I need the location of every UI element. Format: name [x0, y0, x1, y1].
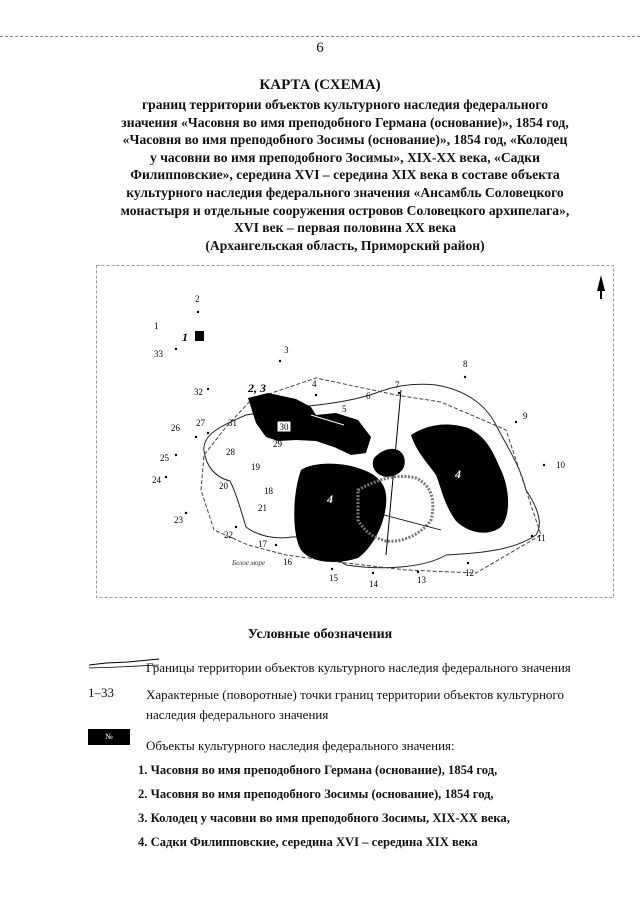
- subtitle-line: Филипповские», середина XVI – середина XIX века в составе объекта: [130, 167, 560, 183]
- subtitle-line: XVI век – первая половина XX века: [233, 220, 456, 236]
- boundary-point-dot: [464, 376, 466, 378]
- object-list-item: 2. Часовня во имя преподобного Зосимы (основание), 1854 год,: [138, 787, 494, 801]
- page-number: 6: [316, 40, 324, 56]
- sea-label: Белое море: [232, 559, 266, 567]
- pond-object-2-3: [248, 393, 371, 455]
- object-mark: 2, 3: [248, 381, 266, 395]
- subtitle-line: (Архангельская область, Приморский район): [205, 237, 485, 253]
- point-label: 19: [251, 462, 260, 472]
- page-title: КАРТА (СХЕМА): [259, 77, 381, 93]
- point-label: 25: [160, 453, 169, 463]
- object-mark: 1: [182, 330, 188, 344]
- scan-top-border: [0, 36, 640, 37]
- boundary-point-dot: [279, 360, 281, 362]
- boundary-point-dot: [207, 432, 209, 434]
- point-label: 13: [417, 575, 426, 585]
- boundary-point-dot: [175, 348, 177, 350]
- legend-object-symbol: №: [88, 729, 130, 745]
- legend-objects-heading: Объекты культурного наследия федерального значения:: [146, 738, 455, 753]
- point-label: 32: [194, 387, 203, 397]
- object-mark: 4: [455, 467, 461, 481]
- point-label: 27: [196, 418, 205, 428]
- boundary-point-dot: [531, 535, 533, 537]
- boundary-point-dot: [315, 394, 317, 396]
- point-label: 1: [154, 321, 159, 331]
- boundary-point-dot: [398, 392, 400, 394]
- point-label: 29: [273, 439, 282, 449]
- boundary-point-dot: [197, 311, 199, 313]
- point-label: 26: [171, 423, 180, 433]
- point-label: 7: [395, 380, 400, 390]
- subtitle-line: значения «Часовня во имя преподобного Германа (основание)», 1854 год,: [121, 114, 569, 130]
- point-label: 11: [537, 533, 546, 543]
- boundary-point-dot: [372, 572, 374, 574]
- boundary-point-dot: [207, 388, 209, 390]
- point-label: 23: [174, 515, 183, 525]
- point-label: 28: [226, 447, 235, 457]
- point-label: 3: [284, 345, 289, 355]
- point-label: 4: [312, 379, 317, 389]
- boundary-point-dot: [331, 568, 333, 570]
- subtitle-line: «Часовня во имя преподобного Зосимы (основание)», 1854 год, «Колодец: [122, 132, 568, 148]
- boundary-point-dot: [165, 476, 167, 478]
- object-list-item: 4. Садки Филипповские, середина XVI – середина XIX века: [138, 835, 478, 849]
- subtitle-line: границ территории объектов культурного наследия федерального: [142, 97, 548, 112]
- north-arrow-icon: [597, 275, 605, 299]
- pond-small: [373, 449, 405, 477]
- point-label: 6: [366, 391, 371, 401]
- boundary-point-dot: [185, 512, 187, 514]
- territory-map: [96, 265, 614, 598]
- subtitle-line: монастыря и отдельные сооружения островов Соловецкого архипелага»,: [120, 202, 570, 218]
- object-mark: 4: [327, 492, 333, 506]
- point-label: 15: [329, 573, 338, 583]
- legend-boundary-text: Границы территории объектов культурного наследия федерального значения: [146, 660, 571, 675]
- boundary-point-dot: [195, 436, 197, 438]
- pond-object-4-left: [294, 464, 386, 562]
- legend-points-range: 1–33: [88, 685, 114, 700]
- boundary-point-dot: [467, 562, 469, 564]
- point-label: 17: [258, 539, 267, 549]
- point-label: 10: [556, 460, 565, 470]
- point-label: 8: [463, 359, 468, 369]
- legend-points-text: Характерные (поворотные) точки границ территории объектов культурного наследия федерального значения: [146, 687, 564, 722]
- point-label: 31: [228, 418, 237, 428]
- boundary-point-dot: [543, 464, 545, 466]
- point-label: 12: [465, 568, 474, 578]
- subtitle-line: культурного наследия федерального значения «Ансамбль Соловецкого: [126, 184, 564, 200]
- page-subtitle: [100, 96, 590, 254]
- point-label: 9: [523, 411, 528, 421]
- box-label: 30: [279, 422, 289, 432]
- point-label: 5: [342, 404, 347, 414]
- point-label: 2: [195, 294, 200, 304]
- legend-title: Условные обозначения: [247, 627, 393, 642]
- boundary-point-dot: [175, 454, 177, 456]
- boundary-point-dot: [515, 421, 517, 423]
- subtitle-line: у часовни во имя преподобного Зосимы», XIX-XX века, «Садки: [150, 149, 540, 165]
- point-label: 24: [152, 475, 161, 485]
- object-list-item: 1. Часовня во имя преподобного Германа (основание), 1854 год,: [138, 763, 498, 777]
- point-label: 33: [154, 349, 163, 359]
- point-label: 20: [219, 481, 228, 491]
- point-label: 21: [258, 503, 267, 513]
- object-list-item: 3. Колодец у часовни во имя преподобного Зосимы, XIX-XX века,: [138, 811, 510, 825]
- objects-list: [138, 760, 510, 856]
- boundary-point-dot: [235, 526, 237, 528]
- point-label: 18: [264, 486, 273, 496]
- boundary-point-dot: [275, 544, 277, 546]
- point-label: 22: [224, 530, 233, 540]
- point-label: 14: [369, 579, 378, 589]
- object-1-marker: [195, 331, 204, 341]
- boundary-point-30-box: [277, 421, 291, 432]
- boundary-point-dot: [417, 571, 419, 573]
- point-label: 16: [283, 557, 292, 567]
